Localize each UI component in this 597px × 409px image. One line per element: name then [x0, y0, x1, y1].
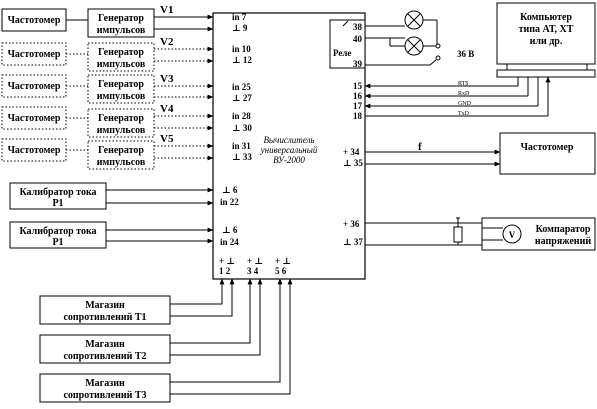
computer-label-1: Компьютер	[520, 12, 572, 23]
pin-in24: in 24	[220, 237, 239, 247]
pin-27: ⊥ 27	[232, 93, 252, 103]
comparator-label-1: Компаратор	[535, 224, 591, 235]
pin-38: 38	[353, 22, 362, 32]
pulse-generator-4-label-2: импульсов	[96, 125, 146, 136]
frequency-counter-main-label: Частотомер	[520, 142, 574, 153]
resistance-box-1	[40, 279, 232, 324]
main-block-label-3: ВУ-2000	[273, 155, 305, 165]
frequency-counter-5-label: Частотомер	[7, 145, 61, 156]
voltmeter-symbol: V	[508, 230, 516, 240]
pulse-generator-4-label-1: Генератор	[98, 113, 144, 124]
pulse-generator-1-label-1: Генератор	[98, 13, 144, 24]
comparator-label-2: напряжений	[534, 236, 592, 247]
pulse-generator-3-label-2: импульсов	[96, 91, 146, 102]
pin-35: ⊥ 35	[343, 158, 363, 168]
calibrator-2-label-2: Р1	[52, 237, 64, 248]
relay-section	[330, 11, 474, 69]
signal-v1: V1	[160, 4, 174, 16]
signal-rts: RTS	[458, 81, 469, 87]
pin-9: ⊥ 9	[232, 23, 248, 33]
pin-in31: in 31	[232, 141, 251, 151]
bottom-pins	[219, 256, 291, 276]
resistance-box-2-label-1: Магазин	[85, 339, 125, 350]
signal-rxd: RxD	[458, 91, 470, 97]
pin-in7: in 7	[232, 12, 247, 22]
pin-40: 40	[353, 34, 362, 44]
pin-in22: in 22	[220, 197, 239, 207]
comparator-section	[343, 218, 595, 250]
pin-16: 16	[353, 91, 362, 101]
pin-36: + 36	[343, 219, 360, 229]
frequency-counter-4-label: Частотомер	[7, 113, 61, 124]
computer-label-3: или др.	[529, 36, 563, 47]
frequency-counter-2-label: Частотомер	[7, 49, 61, 60]
pin-6b: ⊥ 6	[222, 225, 238, 235]
pulse-generator-2-label-2: импульсов	[96, 59, 146, 70]
pin-39: 39	[353, 59, 362, 69]
calibrator-1-label-2: Р1	[52, 198, 64, 209]
power-terminal-2	[436, 56, 440, 60]
pulse-generator-5-label-1: Генератор	[98, 145, 144, 156]
power-36v-label: 36 В	[457, 49, 475, 59]
pin-in28: in 28	[232, 111, 251, 121]
pin-in25: in 25	[232, 82, 251, 92]
pulse-generator-3-label-1: Генератор	[98, 79, 144, 90]
signal-txd: TxD	[458, 111, 469, 117]
frequency-output-section	[343, 133, 595, 174]
current-calibrator-1	[10, 183, 239, 209]
shunt-resistor	[454, 227, 462, 242]
pin-17: 17	[353, 101, 362, 111]
pin-pair-34-sign: + ⊥	[247, 256, 264, 266]
pin-pair-34-nums: 3 4	[247, 266, 259, 276]
pin-in10: in 10	[232, 44, 251, 54]
computer-section	[353, 3, 595, 121]
pin-18: 18	[353, 111, 362, 121]
pulse-generator-5-label-2: импульсов	[96, 157, 146, 168]
main-block-label-1: Вычислитель	[263, 135, 315, 145]
pin-pair-56-nums: 5 6	[275, 266, 287, 276]
pin-15: 15	[353, 81, 362, 91]
pin-pair-12-nums: 1 2	[219, 266, 231, 276]
pin-33: ⊥ 33	[232, 152, 252, 162]
resistance-box-3-label-1: Магазин	[85, 378, 125, 389]
pin-30: ⊥ 30	[232, 123, 252, 133]
signal-f: f	[418, 141, 422, 153]
main-block-label-2: универсальный	[260, 145, 318, 155]
frequency-counter-3-label: Частотомер	[7, 81, 61, 92]
calibrator-1-label-1: Калибратор тока	[19, 187, 97, 198]
pulse-generator-2-label-1: Генератор	[98, 47, 144, 58]
resistance-box-1-label-1: Магазин	[85, 300, 125, 311]
pin-pair-56-sign: + ⊥	[275, 256, 292, 266]
pin-6a: ⊥ 6	[222, 185, 238, 195]
relay-label: Реле	[333, 48, 352, 58]
resistance-box-1-label-2: сопротивлений Т1	[63, 312, 147, 323]
frequency-counter-1-label: Частотомер	[7, 15, 61, 26]
resistance-box-2-label-2: сопротивлений Т2	[63, 351, 147, 362]
pin-pair-12-sign: + ⊥	[219, 256, 236, 266]
signal-v2: V2	[160, 36, 174, 48]
current-calibrator-2	[10, 222, 239, 248]
signal-gnd: GND	[458, 101, 471, 107]
power-terminal-1	[436, 44, 440, 48]
pulse-generator-1-label-2: импульсов	[96, 25, 146, 36]
computer-label-2: типа АТ, ХТ	[518, 24, 574, 35]
signal-v3: V3	[160, 73, 174, 85]
signal-v5: V5	[160, 133, 174, 145]
pin-34: + 34	[343, 147, 360, 157]
computer-stand	[507, 64, 587, 70]
calibrator-2-label-1: Калибратор тока	[19, 226, 97, 237]
left-unit-1	[2, 4, 248, 37]
computer-keyboard	[497, 70, 595, 77]
resistance-box-3-label-2: сопротивлений Т3	[63, 390, 147, 401]
frequency-counter-main	[500, 133, 595, 174]
signal-v4: V4	[160, 103, 174, 115]
pin-12: ⊥ 12	[232, 55, 252, 65]
pin-37: ⊥ 37	[343, 237, 363, 247]
